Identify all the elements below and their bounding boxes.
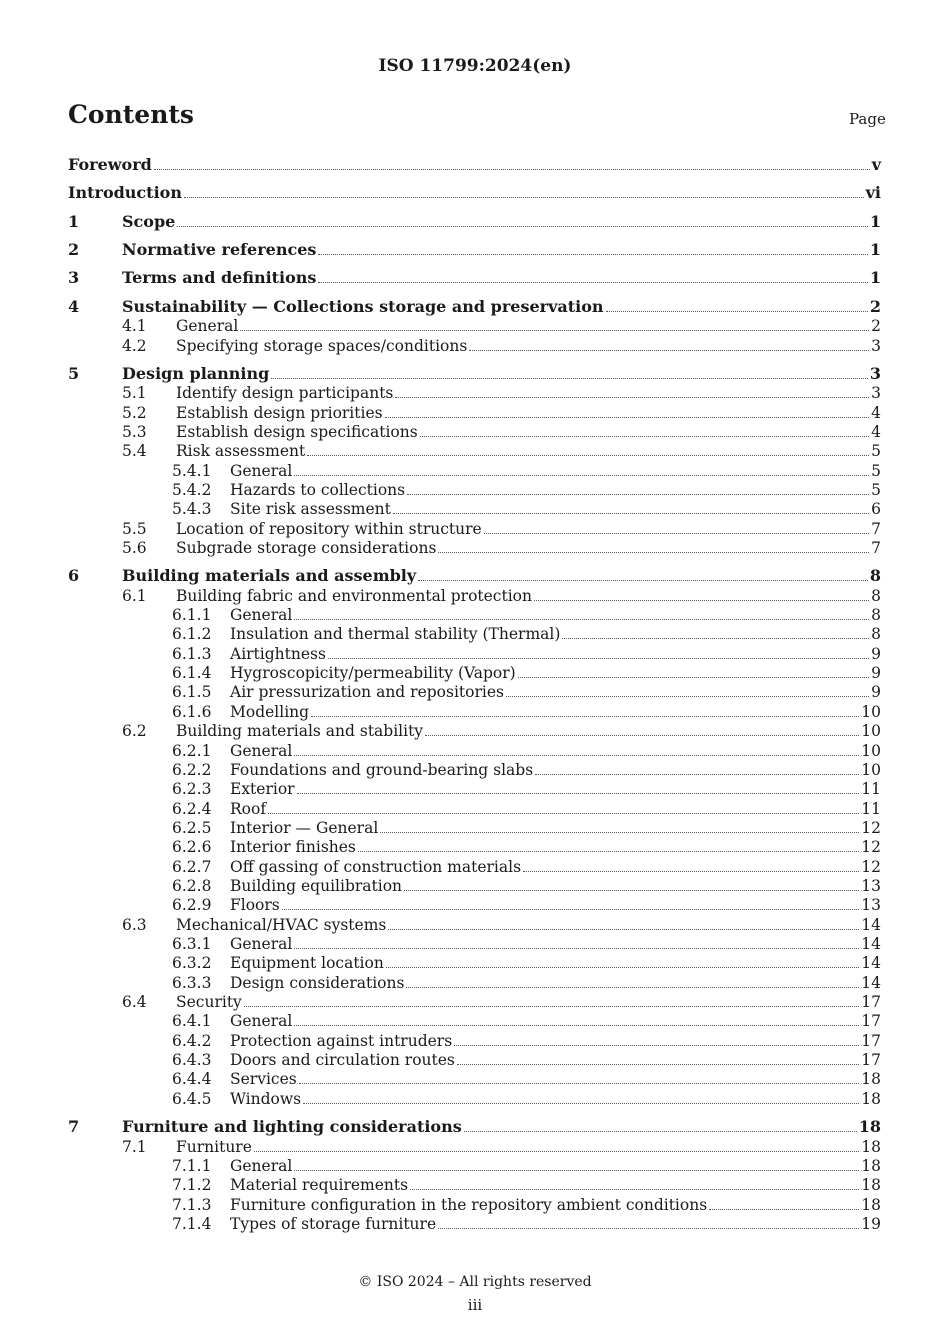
toc-entry-page: 12 [861, 838, 881, 857]
dot-leader [404, 890, 859, 891]
toc-entry-title: Introduction [68, 183, 182, 203]
toc-entry-number: 6.3 [122, 915, 147, 934]
dot-leader [438, 1228, 859, 1229]
toc-entry-title: General [176, 317, 239, 336]
toc-entry-title: Building equilibration [230, 876, 403, 895]
toc-entry-number: 5.4 [122, 442, 147, 461]
toc-entry-page: 4 [871, 422, 881, 441]
toc-entry-number: 6.4.4 [172, 1070, 212, 1089]
dot-leader [294, 948, 859, 949]
toc-entry-page: 18 [861, 1137, 881, 1156]
toc-entry-number: 6.4 [122, 993, 147, 1011]
toc-entry[interactable] [0, 992, 950, 1012]
dot-leader [418, 580, 868, 581]
toc-entry-page: 17 [861, 1031, 881, 1050]
toc-entry[interactable] [0, 297, 950, 317]
toc-entry[interactable] [0, 1175, 950, 1195]
toc-entry-page: 5 [871, 461, 881, 480]
dot-leader [534, 600, 869, 601]
toc-entry-page: 9 [871, 664, 881, 683]
copyright-footer: © ISO 2024 – All rights reserved [358, 1274, 592, 1290]
toc-entry-title: Air pressurization and repositories [230, 683, 504, 702]
toc-entry-number: 7.1 [122, 1137, 147, 1156]
toc-entry-page: 2 [869, 296, 881, 316]
toc-entry-number: 6.1.1 [172, 606, 212, 624]
toc-entry-page: 18 [861, 1156, 881, 1175]
toc-entry-page: 14 [861, 935, 881, 953]
toc-entry-page: 19 [861, 1214, 881, 1233]
toc-entry[interactable] [0, 1011, 950, 1031]
dot-leader [606, 311, 868, 312]
toc-entry-title: Site risk assessment [230, 500, 391, 519]
toc-entry-title: Material requirements [230, 1176, 409, 1195]
dot-leader [420, 436, 869, 437]
toc-entry-number: 5.2 [122, 403, 147, 422]
toc-entry[interactable] [0, 624, 950, 644]
toc-entry-page: 18 [858, 1117, 881, 1137]
toc-entry-page: 8 [869, 566, 881, 586]
toc-entry-title: Furniture [176, 1137, 252, 1156]
toc-entry-number: 6.1.4 [172, 664, 212, 683]
toc-entry[interactable] [0, 422, 950, 442]
toc-entry-page: 17 [861, 1012, 881, 1031]
dot-leader [454, 1045, 859, 1046]
dot-leader [385, 417, 870, 418]
page-column-label: Page [849, 110, 886, 128]
toc-entry-title: General [230, 461, 293, 480]
dot-leader [244, 1006, 859, 1007]
dot-leader [299, 1083, 860, 1084]
dot-leader [268, 813, 859, 814]
dot-leader [294, 475, 869, 476]
dot-leader [484, 533, 869, 534]
toc-entry-page: 10 [861, 702, 881, 721]
toc-entry-number: 6.1 [122, 586, 147, 605]
toc-entry-title: Risk assessment [176, 442, 306, 461]
toc-entry-page: 14 [861, 973, 881, 992]
toc-entry-title: Hazards to collections [230, 480, 406, 499]
toc-entry[interactable] [0, 364, 950, 384]
toc-entry-number: 5.4.1 [172, 461, 212, 480]
toc-entry-title: Design planning [122, 363, 270, 383]
toc-entry-number: 7.1.1 [172, 1156, 212, 1175]
toc-entry-page: 1 [869, 268, 881, 288]
toc-entry-number: 6.1.6 [172, 702, 212, 721]
toc-entry[interactable] [0, 336, 950, 356]
toc-entry-title: Floors [230, 896, 280, 915]
toc-entry-number: 4 [68, 296, 80, 316]
toc-entry-title: Foreword [68, 155, 152, 174]
dot-leader [393, 513, 869, 514]
toc-entry[interactable] [0, 1137, 950, 1157]
toc-entry-page: 18 [861, 1195, 881, 1214]
toc-entry-title: Hygroscopicity/permeability (Vapor) [230, 664, 516, 683]
toc-entry-page: v [871, 155, 881, 174]
toc-entry-page: 14 [861, 954, 881, 973]
toc-entry-number: 6.4.3 [172, 1051, 212, 1070]
toc-entry-number: 6.2.6 [172, 838, 212, 857]
toc-entry-number: 6.4.1 [172, 1012, 212, 1031]
toc-entry-title: Establish design specifications [176, 422, 418, 441]
dot-leader [562, 638, 869, 639]
toc-entry[interactable] [0, 155, 950, 175]
toc-entry-number: 6.2.1 [172, 741, 212, 760]
dot-leader [523, 871, 859, 872]
toc-entry-number: 6.2.8 [172, 876, 212, 895]
page-number: iii [467, 1296, 483, 1314]
toc-entry-page: 18 [861, 1089, 881, 1108]
toc-entry-title: Mechanical/HVAC systems [176, 915, 387, 934]
dot-leader [358, 851, 859, 852]
toc-entry-page: 1 [869, 211, 881, 231]
toc-entry-page: 11 [861, 780, 881, 799]
dot-leader [464, 1131, 857, 1132]
dot-leader [294, 1025, 859, 1026]
toc-entry-number: 6.2.7 [172, 857, 212, 876]
toc-entry[interactable] [0, 682, 950, 702]
toc-entry-number: 6.2.4 [172, 799, 212, 818]
toc-entry-page: 3 [869, 363, 881, 383]
dot-leader [388, 929, 859, 930]
dot-leader [282, 909, 860, 910]
toc-entry-title: Sustainability — Collections storage and preservation [122, 296, 604, 316]
dot-leader [535, 774, 859, 775]
toc-entry-title: Scope [122, 211, 176, 231]
toc-entry[interactable] [0, 779, 950, 799]
toc-entry[interactable] [0, 461, 950, 481]
toc-entry[interactable] [0, 1069, 950, 1089]
dot-leader [457, 1064, 859, 1065]
toc-entry-number: 5 [68, 363, 80, 383]
toc-entry-page: 17 [861, 1051, 881, 1070]
toc-entry-number: 5.3 [122, 422, 147, 441]
toc-entry-number: 7.1.4 [172, 1214, 212, 1233]
dot-leader [328, 658, 869, 659]
toc-entry-page: 4 [871, 403, 881, 422]
toc-entry[interactable] [0, 586, 950, 606]
toc-entry[interactable] [0, 383, 950, 403]
toc-entry[interactable] [0, 403, 950, 423]
toc-entry[interactable] [0, 1089, 950, 1109]
toc-entry-number: 5.4.3 [172, 500, 212, 519]
toc-entry[interactable] [0, 1156, 950, 1176]
toc-entry-number: 4.1 [122, 317, 147, 336]
toc-entry-title: Exterior [230, 780, 295, 799]
toc-entry-page: 11 [861, 799, 881, 818]
toc-entry[interactable] [0, 721, 950, 741]
toc-entry[interactable] [0, 1050, 950, 1070]
toc-entry-title: Roof [230, 799, 267, 818]
toc-entry-page: 10 [861, 760, 881, 779]
dot-leader [294, 1170, 859, 1171]
toc-entry-page: 7 [871, 519, 881, 538]
toc-entry-page: 5 [871, 480, 881, 499]
dot-leader [410, 1189, 859, 1190]
toc-entry[interactable] [0, 741, 950, 761]
toc-entry-page: 13 [861, 876, 881, 895]
toc-entry-title: Furniture configuration in the repository ambient conditions [230, 1195, 708, 1214]
toc-entry[interactable] [0, 1214, 950, 1234]
toc-entry-number: 7.1.2 [172, 1176, 212, 1195]
toc-entry-page: 7 [871, 539, 881, 557]
toc-entry-page: 9 [871, 683, 881, 702]
dot-leader [506, 696, 869, 697]
toc-entry-number: 6.4.5 [172, 1089, 212, 1108]
toc-entry-title: Furniture and lighting considerations [122, 1117, 462, 1137]
toc-entry-title: General [230, 741, 293, 760]
toc-entry[interactable] [0, 1117, 950, 1137]
toc-entry-title: Types of storage furniture [230, 1214, 437, 1233]
dot-leader [380, 832, 859, 833]
toc-entry-title: Windows [230, 1089, 302, 1108]
toc-entry-number: 6.2.3 [172, 780, 212, 799]
toc-entry-title: General [230, 1012, 293, 1031]
toc-entry-number: 6.3.3 [172, 973, 212, 992]
toc-entry-title: Airtightness [230, 644, 326, 663]
toc-entry-title: Interior — General [230, 818, 379, 837]
toc-entry-title: Insulation and thermal stability (Thermal) [230, 625, 561, 644]
dot-leader [318, 282, 867, 283]
toc-entry-number: 2 [68, 240, 80, 259]
toc-entry[interactable] [0, 1195, 950, 1215]
toc-entry-title: Building materials and assembly [122, 566, 417, 586]
toc-entry[interactable] [0, 240, 950, 260]
toc-entry-number: 6.1.3 [172, 644, 212, 663]
toc-entry-page: 18 [861, 1070, 881, 1089]
toc-entry-page: 17 [861, 993, 881, 1011]
toc-entry-title: Normative references [122, 240, 317, 259]
dot-leader [311, 716, 859, 717]
toc-entry-number: 3 [68, 268, 80, 288]
toc-entry-page: 10 [861, 722, 881, 741]
toc-entry-title: Terms and definitions [122, 268, 317, 288]
dot-leader [184, 197, 864, 198]
toc-entry[interactable] [0, 212, 950, 232]
toc-entry[interactable] [0, 799, 950, 819]
toc-entry-page: 10 [861, 741, 881, 760]
toc-entry[interactable] [0, 605, 950, 625]
toc-entry-number: 1 [68, 211, 80, 231]
toc-entry[interactable] [0, 818, 950, 838]
toc-entry-title: Protection against intruders [230, 1031, 453, 1050]
toc-entry[interactable] [0, 895, 950, 915]
toc-entry-title: Interior finishes [230, 838, 356, 857]
toc-entry[interactable] [0, 953, 950, 973]
toc-entry-page: 5 [871, 442, 881, 461]
dot-leader [438, 552, 869, 553]
toc-entry-title: Services [230, 1070, 297, 1089]
toc-entry[interactable] [0, 183, 950, 203]
dot-leader [406, 987, 859, 988]
toc-entry-title: Establish design priorities [176, 403, 383, 422]
dot-leader [271, 378, 868, 379]
toc-entry[interactable] [0, 499, 950, 519]
dot-leader [709, 1209, 859, 1210]
toc-entry[interactable] [0, 702, 950, 722]
toc-entry-page: 12 [861, 818, 881, 837]
toc-entry[interactable] [0, 837, 950, 857]
dot-leader [297, 793, 860, 794]
page-title: Contents [68, 100, 195, 129]
toc-entry[interactable] [0, 538, 950, 558]
toc-entry-title: General [230, 606, 293, 624]
toc-entry-page: 8 [871, 606, 881, 624]
toc-entry[interactable] [0, 1031, 950, 1051]
toc-entry-page: 13 [861, 896, 881, 915]
toc-entry[interactable] [0, 566, 950, 586]
toc-entry-number: 6.4.2 [172, 1031, 212, 1050]
dot-leader [395, 397, 869, 398]
toc-entry-number: 6.1.5 [172, 683, 212, 702]
toc-entry-page: 9 [871, 644, 881, 663]
toc-entry-number: 6.2.2 [172, 760, 212, 779]
toc-entry[interactable] [0, 480, 950, 500]
dot-leader [518, 677, 869, 678]
toc-entry-number: 4.2 [122, 336, 147, 355]
toc-entry[interactable] [0, 644, 950, 664]
toc-entry-title: Equipment location [230, 954, 384, 973]
toc-entry-number: 6.2.9 [172, 896, 212, 915]
toc-entry-number: 6.1.2 [172, 625, 212, 644]
dot-leader [407, 494, 869, 495]
toc-entry-number: 7 [68, 1117, 80, 1137]
toc-entry-title: Design considerations [230, 973, 405, 992]
toc-entry-number: 6.2.5 [172, 818, 212, 837]
dot-leader [254, 1151, 859, 1152]
toc-entry-page: 12 [861, 857, 881, 876]
dot-leader [177, 226, 868, 227]
toc-entry-title: Location of repository within structure [176, 519, 482, 538]
toc-entry-title: Building materials and stability [176, 722, 424, 741]
dot-leader [294, 619, 869, 620]
toc-entry-title: Subgrade storage considerations [176, 539, 437, 557]
toc-entry-page: 6 [871, 500, 881, 519]
toc-entry-page: 3 [871, 336, 881, 355]
toc-entry-page: 1 [869, 240, 881, 259]
toc-entry[interactable] [0, 973, 950, 993]
dot-leader [294, 755, 859, 756]
toc-entry-title: Foundations and ground-bearing slabs [230, 760, 534, 779]
toc-entry-number: 6.3.2 [172, 954, 212, 973]
toc-entry-number: 7.1.3 [172, 1195, 212, 1214]
dot-leader [469, 350, 869, 351]
toc-entry[interactable] [0, 934, 950, 954]
toc-entry-page: 8 [871, 625, 881, 644]
toc-entry-title: Specifying storage spaces/conditions [176, 336, 468, 355]
toc-entry[interactable] [0, 316, 950, 336]
toc-entry-page: 18 [861, 1176, 881, 1195]
toc-entry-number: 5.5 [122, 519, 147, 538]
toc-entry-number: 5.4.2 [172, 480, 212, 499]
toc-entry-number: 5.6 [122, 539, 147, 557]
dot-leader [303, 1103, 859, 1104]
dot-leader [154, 169, 870, 170]
dot-leader [307, 455, 869, 456]
toc-entry-number: 6.2 [122, 722, 147, 741]
toc-entry-title: General [230, 935, 293, 953]
toc-entry-title: Security [176, 993, 242, 1011]
toc-entry[interactable] [0, 857, 950, 877]
document-id-header: ISO 11799:2024(en) [378, 56, 572, 76]
toc-entry-title: Identify design participants [176, 384, 394, 403]
dot-leader [386, 967, 859, 968]
toc-entry-number: 6 [68, 566, 80, 586]
toc-entry-page: 8 [871, 586, 881, 605]
toc-entry-title: Doors and circulation routes [230, 1051, 455, 1070]
toc-entry[interactable] [0, 760, 950, 780]
dot-leader [240, 330, 869, 331]
toc-entry-title: Off gassing of construction materials [230, 857, 522, 876]
toc-entry-page: 2 [871, 317, 881, 336]
toc-entry-number: 6.3.1 [172, 935, 212, 953]
dot-leader [425, 735, 859, 736]
toc-entry-page: vi [865, 183, 881, 203]
toc-entry[interactable] [0, 663, 950, 683]
toc-entry-page: 14 [861, 915, 881, 934]
toc-entry-page: 3 [871, 384, 881, 403]
toc-entry[interactable] [0, 876, 950, 896]
toc-entry-title: Building fabric and environmental protection [176, 586, 532, 605]
toc-entry-number: 5.1 [122, 384, 147, 403]
toc-entry[interactable] [0, 519, 950, 539]
toc-entry-title: General [230, 1156, 293, 1175]
toc-entry[interactable] [0, 441, 950, 461]
toc-entry[interactable] [0, 915, 950, 935]
toc-entry[interactable] [0, 268, 950, 288]
dot-leader [318, 254, 867, 255]
toc-entry-title: Modelling [230, 702, 310, 721]
